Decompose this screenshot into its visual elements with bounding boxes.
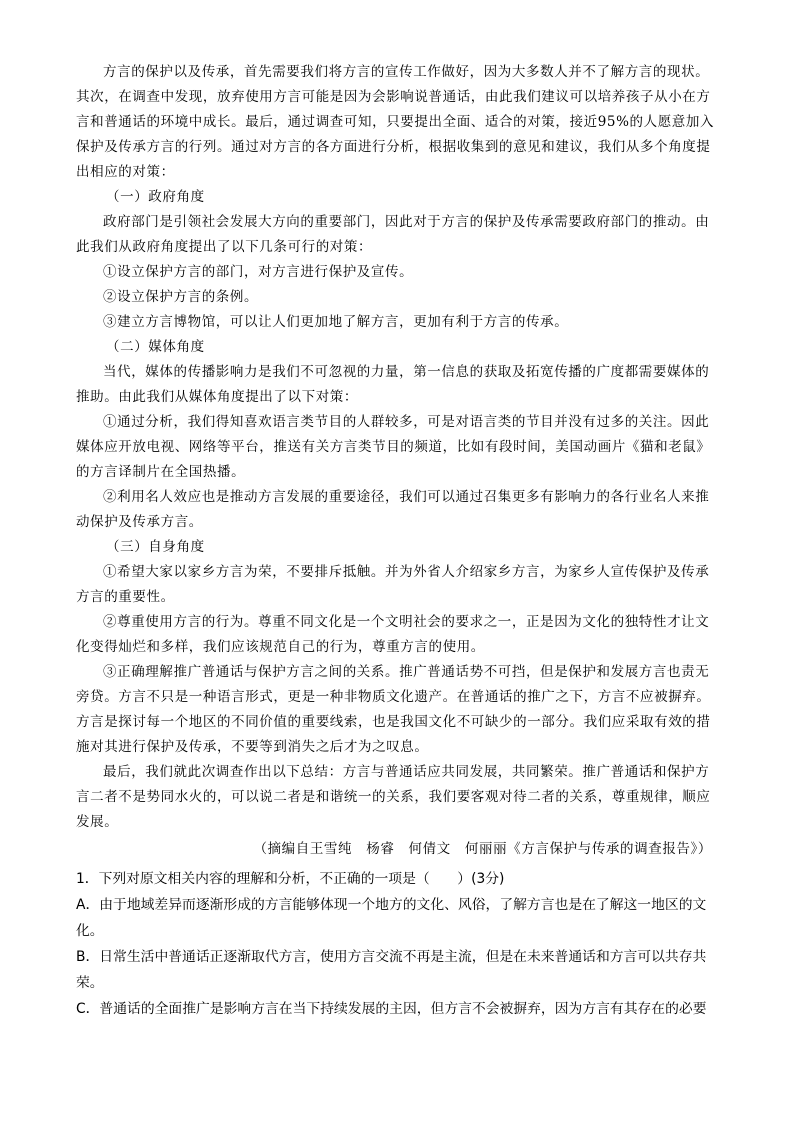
article-body — [76, 60, 716, 862]
intro-paragraph: 方言的保护以及传承，首先需要我们将方言的宣传工作做好，因为大多数人并不了解方言的现状。其次，在调查中发现，放弃使用方言可能是因为会影响说普通话，由此我们建议可以培养孩子从小在方言和普通话的环境中成长。最后，通过调查可知，只要提出全面、适合的对策，接近95%的人愿意加入保护及传承方言的行列。通过对方言的各方面进行分析，根据收集到的意见和建议，我们从多个角度提出相应的对策： — [76, 64, 715, 180]
option-b: B．日常生活中普通话正逐渐取代方言，使用方言交流不再是主流，但是在未来普通话和方言可以共存共荣。 — [76, 949, 707, 991]
section-heading-government: （一）政府角度 — [106, 189, 205, 205]
government-item: ①设立保护方言的部门，对方言进行保护及宣传。 — [103, 264, 414, 280]
document-page — [76, 60, 716, 1022]
question-stem: 1．下列对原文相关内容的理解和分析，不正确的一项是（ ）(3分) — [76, 871, 505, 887]
government-item: ②设立保护方言的条例。 — [103, 289, 259, 305]
conclusion-paragraph: 最后，我们就此次调查作出以下总结：方言与普通话应共同发展，共同繁荣。推广普通话和保护方言二者不是势同水火的，可以说二者是和谐统一的关系，我们要客观对待二者的关系，尊重规律，顺应发展。 — [76, 764, 711, 830]
source-citation: （摘编自王雪纯 杨睿 何倩文 何丽丽《方言保护与传承的调查报告》） — [253, 841, 712, 857]
media-paragraph: 当代，媒体的传播影响力是我们不可忽视的力量，第一信息的获取及拓宽传播的广度都需要媒体的推助。由此我们从媒体角度提出了以下对策： — [76, 364, 710, 405]
government-paragraph: 政府部门是引领社会发展大方向的重要部门，因此对于方言的保护及传承需要政府部门的推动。由此我们从政府角度提出了以下几条可行的对策： — [76, 214, 710, 255]
media-item: ①通过分析，我们得知喜欢语言类节目的人群较多，可是对语言类的节目并没有过多的关注。因此媒体应开放电视、网络等平台，推送有关方言类节目的频道，比如有段时间，美国动画片《猫和老鼠》的方言译制片在全国热播。 — [76, 414, 711, 480]
section-heading-media: （二）媒体角度 — [106, 339, 205, 355]
question-block — [76, 866, 716, 1022]
media-item: ②利用名人效应也是推动方言发展的重要途径，我们可以通过召集更多有影响力的各行业名人来推动保护及传承方言。 — [76, 489, 710, 530]
section-heading-self: （三）自身角度 — [106, 539, 205, 555]
self-item: ①希望大家以家乡方言为荣，不要排斥抵触。并为外省人介绍家乡方言，为家乡人宣传保护及传承方言的重要性。 — [76, 564, 710, 605]
option-a: A．由于地域差异而逐渐形成的方言能够体现一个地方的文化、风俗，了解方言也是在了解这一地区的文化。 — [76, 897, 707, 939]
government-item: ③建立方言博物馆，可以让人们更加地了解方言，更加有利于方言的传承。 — [103, 314, 569, 330]
self-item: ③正确理解推广普通话与保护方言之间的关系。推广普通话势不可挡，但是保护和发展方言也责无旁贷。方言不只是一种语言形式，更是一种非物质文化遗产。在普通话的推广之下，方言不应被摒弃。方言是探讨每一个地区的不同价值的重要线索，也是我国文化不可缺少的一部分。我们应采取有效的措施对其进行保护及传承，不要等到消失之后才为之叹息。 — [76, 664, 711, 755]
self-item: ②尊重使用方言的行为。尊重不同文化是一个文明社会的要求之一，正是因为文化的独特性才让文化变得灿烂和多样，我们应该规范自己的行为，尊重方言的使用。 — [76, 614, 710, 655]
option-c: C．普通话的全面推广是影响方言在当下持续发展的主因，但方言不会被摒弃，因为方言有其存在的必要 — [76, 1001, 707, 1017]
